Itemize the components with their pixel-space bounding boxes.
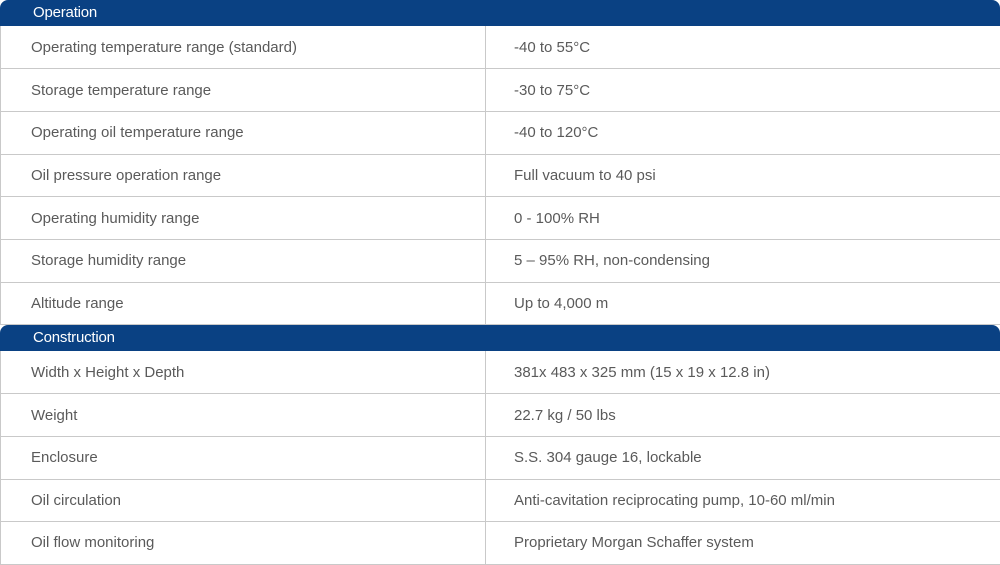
row-label: Operating humidity range: [1, 197, 486, 240]
table-row: [1, 239, 1000, 282]
row-label: Storage humidity range: [1, 239, 486, 282]
table-row: [1, 197, 1000, 240]
row-value: -40 to 55°C: [486, 26, 1000, 69]
row-label: Operating oil temperature range: [1, 111, 486, 154]
section-title: Operation: [33, 4, 98, 21]
row-value: -30 to 75°C: [486, 69, 1000, 112]
table-row: [1, 351, 1000, 394]
row-label: Oil circulation: [1, 479, 486, 522]
construction-table: [0, 351, 1000, 564]
row-label: Storage temperature range: [1, 69, 486, 112]
table-row: [1, 282, 1000, 325]
row-value: 5 – 95% RH, non-condensing: [486, 239, 1000, 282]
row-value: S.S. 304 gauge 16, lockable: [486, 437, 1000, 480]
row-value: Up to 4,000 m: [486, 282, 1000, 325]
table-row: [1, 437, 1000, 480]
row-value: 0 - 100% RH: [486, 197, 1000, 240]
row-label: Oil pressure operation range: [1, 154, 486, 197]
row-label: Altitude range: [1, 282, 486, 325]
table-row: [1, 69, 1000, 112]
row-value: -40 to 120°C: [486, 111, 1000, 154]
table-row: [1, 394, 1000, 437]
section-header-operation: [0, 0, 1000, 26]
row-label: Oil flow monitoring: [1, 522, 486, 565]
row-value: Anti-cavitation reciprocating pump, 10-60 ml/min: [486, 479, 1000, 522]
section-header-construction: [0, 325, 1000, 351]
table-row: [1, 479, 1000, 522]
row-label: Operating temperature range (standard): [1, 26, 486, 69]
row-label: Weight: [1, 394, 486, 437]
row-label: Enclosure: [1, 437, 486, 480]
row-value: Proprietary Morgan Schaffer system: [486, 522, 1000, 565]
section-title: Construction: [33, 329, 115, 347]
row-value: 22.7 kg / 50 lbs: [486, 394, 1000, 437]
row-value: Full vacuum to 40 psi: [486, 154, 1000, 197]
row-label: Width x Height x Depth: [1, 351, 486, 394]
table-row: [1, 522, 1000, 565]
row-value: 381x 483 x 325 mm (15 x 19 x 12.8 in): [486, 351, 1000, 394]
table-row: [1, 154, 1000, 197]
table-row: [1, 111, 1000, 154]
operation-table: [0, 26, 1000, 325]
table-row: [1, 26, 1000, 69]
